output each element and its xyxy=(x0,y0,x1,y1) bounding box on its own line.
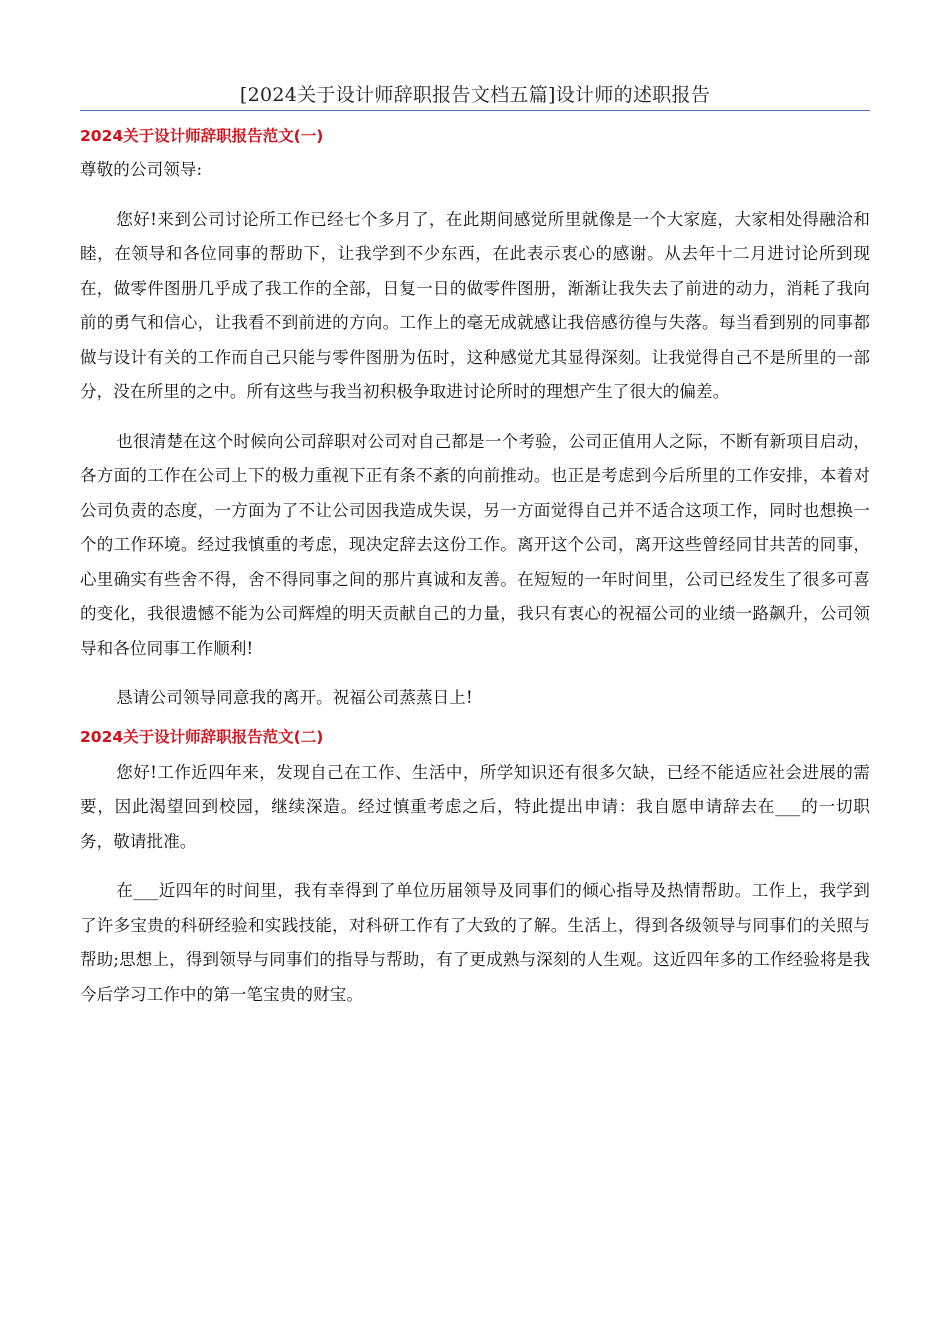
salutation: 尊敬的公司领导: xyxy=(80,160,203,179)
document-page xyxy=(80,0,870,1012)
section-1-paragraph-1: 您好!来到公司讨论所工作已经七个多月了，在此期间感觉所里就像是一个大家庭，大家相处得融洽和睦，在领导和各位同事的帮助下，让我学到不少东西，在此表示衷心的感谢。从去年十二月进讨论所到现在，做零件图册几乎成了我工作的全部，日复一日的做零件图册，渐渐让我失去了前进的动力，消耗了我向前的勇气和信心，让我看不到前进的方向。工作上的毫无成就感让我倍感彷徨与失落。每当看到别的同事都做与设计有关的工作而自己只能与零件图册为伍时，这种感觉尤其显得深刻。让我觉得自己不是所里的一部分，没在所里的之中。所有这些与我当初积极争取进讨论所时的理想产生了很大的偏差。 xyxy=(80,209,870,401)
section-1 xyxy=(80,125,870,716)
document-header-title: [2024关于设计师辞职报告文档五篇]设计师的述职报告 xyxy=(80,82,870,111)
section-2-title: 2024关于设计师辞职报告范文(二) xyxy=(80,727,324,746)
section-1-title: 2024关于设计师辞职报告范文(一) xyxy=(80,127,324,145)
section-2-paragraph-2: 在___近四年的时间里，我有幸得到了单位历届领导及同事们的倾心指导及热情帮助。工作上，我学到了许多宝贵的科研经验和实践技能，对科研工作有了大致的了解。生活上，得到各级领导与同事们的关照与帮助;思想上，得到领导与同事们的指导与帮助，有了更成熟与深刻的人生观。这近四年多的工作经验将是我今后学习工作中的第一笔宝贵的财宝。 xyxy=(80,881,870,1004)
section-1-paragraph-2: 也很清楚在这个时候向公司辞职对公司对自己都是一个考验，公司正值用人之际，不断有新项目启动，各方面的工作在公司上下的极力重视下正有条不紊的向前推动。也正是考虑到今后所里的工作安排，本着对公司负责的态度，一方面为了不让公司因我造成失误，另一方面觉得自己并不适合这项工作，同时也想换一个的工作环境。经过我慎重的考虑，现决定辞去这份工作。离开这个公司，离开这些曾经同甘共苦的同事，心里确实有些舍不得，舍不得同事之间的那片真诚和友善。在短短的一年时间里，公司已经发生了很多可喜的变化，我很遗憾不能为公司辉煌的明天贡献自己的力量，我只有衷心的祝福公司的业绩一路飙升，公司领导和各位同事工作顺利! xyxy=(80,431,870,658)
section-2 xyxy=(80,726,870,1013)
section-2-paragraph-1: 您好!工作近四年来，发现自己在工作、生活中，所学知识还有很多欠缺，已经不能适应社会进展的需要，因此渴望回到校园，继续深造。经过慎重考虑之后，特此提出申请：我自愿申请辞去在___的一切职务，敬请批准。 xyxy=(80,762,870,851)
section-1-paragraph-3: 恳请公司领导同意我的离开。祝福公司蒸蒸日上! xyxy=(116,688,473,707)
